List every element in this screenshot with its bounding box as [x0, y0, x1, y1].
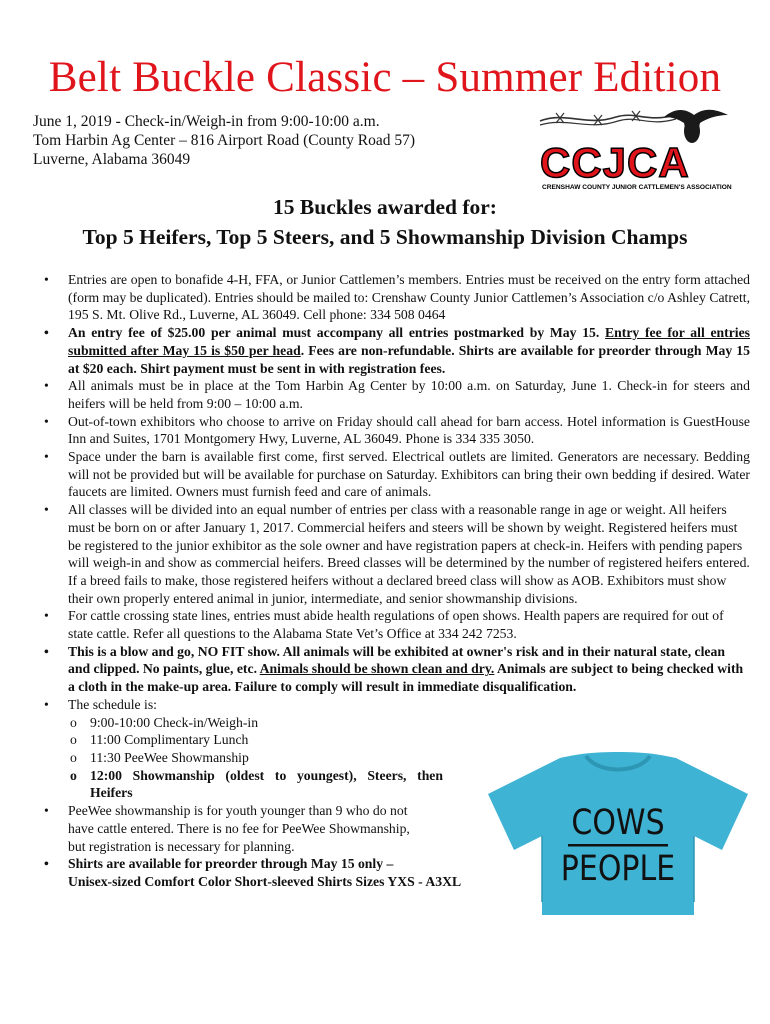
- list-item: • Space under the barn is available first come, first served. Electrical outlets are limited. Generators are necessary. Bedding will not be provided but will be available for purchase on Saturday. Exhibitors can bring their own bedding if desired. Water faucets are limited. Owners must furnish feed and care of animals.: [44, 449, 750, 500]
- list-item: • Entries are open to bonafide 4-H, FFA, or Junior Cattlemen’s members. Entries must be received on the entry form attached (form may be duplicated). Entries should be mailed to: Crenshaw County Junior Cattlemen’s Association c/o Ashley Catrett, 195 S. Mt. Olive Rd., Luverne, AL 36049. Cell phone: 334 508 0464: [44, 272, 750, 323]
- ccjca-logo: [536, 103, 732, 195]
- schedule-item: o 11:00 Complimentary Lunch: [70, 732, 249, 748]
- list-item: • An entry fee of $25.00 per animal must accompany all entries postmarked by May 15. Entry fee for all entries submitted after May 15 is $50 per head. Fees are non-refundable. Shirts are available for preorder through May 15 at $20 each. Shirt payment must be sent in with registration fees.: [44, 325, 750, 376]
- event-location-line: Tom Harbin Ag Center – 816 Airport Road (County Road 57): [33, 132, 416, 149]
- awards-heading-line2: Top 5 Heifers, Top 5 Steers, and 5 Showmanship Division Champs: [82, 225, 688, 249]
- shirt-divider: [568, 844, 668, 847]
- schedule-item: o 9:00-10:00 Check-in/Weigh-in: [70, 714, 259, 730]
- tshirt-image: [482, 752, 754, 915]
- event-info: [33, 112, 415, 169]
- awards-heading-line1: 15 Buckles awarded for:: [273, 195, 497, 219]
- list-item: • All animals must be in place at the Tom Harbin Ag Center by 10:00 a.m. on Saturday, June 1. Check-in for steers and heifers will be held from 9:00 – 10:00 a.m.: [44, 378, 750, 411]
- list-item: • Shirts are available for preorder through May 15 only – Unisex-sized Comfort Color Short-sleeved Shirts Sizes YXS - A3XL: [44, 856, 462, 889]
- schedule-item: o 12:00 Showmanship (oldest to youngest), Steers, then Heifers: [70, 767, 443, 801]
- list-item: • All classes will be divided into an equal number of entries per class with a reasonable range in age or weight. All heifers must be born on or after January 1, 2017. Commercial heifers and steers will be shown by weight. Registered heifers must be registered to the junior exhibitor as the sole owner and have registration papers at check-in. Heifers with pending papers will weigh-in and show as commercial heifers. Breed classes will be determined by the number of registered heifers entered. If a breed fails to make, those registered heifers without a declared breed class will show as AOB. Exhibitors must show their own properly entered animal in junior, intermediate, and senior showmanship divisions.: [44, 502, 750, 606]
- list-item: • PeeWee showmanship is for youth younger than 9 who do not have cattle entered. There is no fee for PeeWee Showmanship, but registration is necessary for planning.: [44, 803, 410, 854]
- list-item: • This is a blow and go, NO FIT show. All animals will be exhibited at owner's risk and in their natural state, clean and clipped. No paints, glue, etc. Animals should be shown clean and dry. Animals are subject to being checked with a cloth in the make-up area. Failure to comply will result in immediate disqualification.: [44, 643, 744, 695]
- page-title: Belt Buckle Classic – Summer Edition: [48, 54, 722, 101]
- logo-caption: CRENSHAW COUNTY JUNIOR CATTLEMEN'S ASSOCIATION: [542, 184, 732, 191]
- list-item: • For cattle crossing state lines, entries must abide health regulations of open shows. Health papers are required for out of state cattle. Refer all questions to the Alabama State Vet’s Office at 334 242 7253.: [44, 608, 724, 642]
- event-date-line: June 1, 2019 - Check-in/Weigh-in from 9:00-10:00 a.m.: [33, 113, 380, 130]
- shirt-text-line1: COWS: [571, 801, 665, 843]
- logo-letters: CCJCA: [540, 139, 690, 186]
- shirt-text-line2: PEOPLE: [560, 847, 676, 889]
- event-city-line: Luverne, Alabama 36049: [33, 151, 191, 168]
- list-item: • The schedule is:: [44, 696, 157, 712]
- list-item: • Out-of-town exhibitors who choose to arrive on Friday should call ahead for barn access. Hotel information is GuestHouse Inn and Suites, 1701 Montgomery Hwy, Luverne, AL 36049. Phone is 334 335 3050.: [44, 413, 750, 447]
- longhorn-steer-icon: [664, 110, 728, 143]
- schedule-item: o 11:30 PeeWee Showmanship: [70, 749, 249, 765]
